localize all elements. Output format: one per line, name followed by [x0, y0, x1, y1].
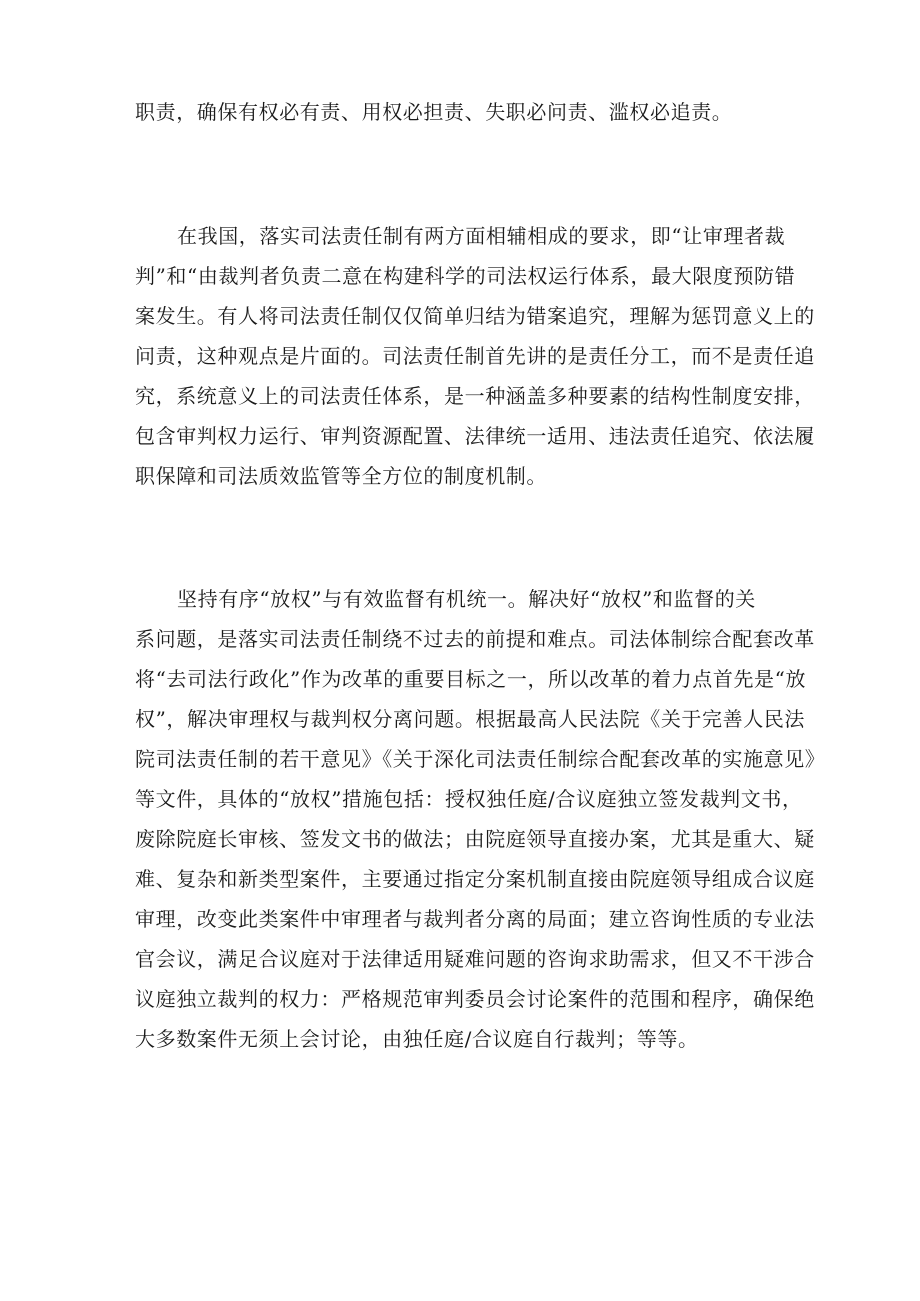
- paragraph-line: 案发生。有人将司法责任制仅仅简单归结为错案追究，理解为惩罚意义上的: [135, 304, 815, 328]
- paragraph-line: 职保障和司法质效监管等全方位的制度机制。: [135, 464, 547, 488]
- paragraph-line: 权”，解决审理权与裁判权分离问题。根据最高人民法院《关于完善人民法: [135, 707, 806, 731]
- paragraph-line: 大多数案件无须上会讨论，由独任庭/合议庭自行裁判；等等。: [135, 1027, 699, 1051]
- paragraph-line: 坚持有序“放权”与有效监督有机统一。解决好“放权”和监督的关: [177, 587, 756, 611]
- paragraph-line: 议庭独立裁判的权力：严格规范审判委员会讨论案件的范围和程序，确保绝: [135, 987, 815, 1011]
- paragraph-line: 难、复杂和新类型案件，主要通过指定分案机制直接由院庭领导组成合议庭: [135, 867, 815, 891]
- paragraph-line: 在我国，落实司法责任制有两方面相辅相成的要求，即“让审理者裁: [177, 224, 786, 248]
- paragraph-line: 废除院庭长审核、签发文书的做法；由院庭领导直接办案，尤其是重大、疑: [135, 827, 815, 851]
- paragraph-line: 系问题，是落实司法责任制绕不过去的前提和难点。司法体制综合配套改革: [135, 627, 815, 651]
- paragraph-line: 审理，改变此类案件中审理者与裁判者分离的局面；建立咨询性质的专业法: [135, 907, 815, 931]
- paragraph-line: 将“去司法行政化”作为改革的重要目标之一，所以改革的着力点首先是“放: [135, 667, 807, 691]
- paragraph-fragment-line: 职责，确保有权必有责、用权必担责、失职必问责、滥权必追责。: [135, 100, 733, 124]
- paragraph-line: 包含审判权力运行、审判资源配置、法律统一适用、违法责任追究、依法履: [135, 424, 815, 448]
- paragraph-line: 判”和“由裁判者负责二意在构建科学的司法权运行体系，最大限度预防错: [135, 264, 796, 288]
- paragraph-line: 院司法责任制的若干意见》《关于深化司法责任制综合配套改革的实施意见》: [135, 747, 826, 771]
- paragraph-line: 官会议，满足合议庭对于法律适用疑难问题的咨询求助需求，但又不干涉合: [135, 947, 815, 971]
- paragraph-line: 问责，这种观点是片面的。司法责任制首先讲的是责任分工，而不是责任追: [135, 344, 815, 368]
- paragraph-line: 等文件，具体的“放权”措施包括：授权独任庭/合议庭独立签发裁判文书，: [135, 787, 803, 811]
- paragraph-line: 究，系统意义上的司法责任体系，是一种涵盖多种要素的结构性制度安排，: [135, 384, 815, 408]
